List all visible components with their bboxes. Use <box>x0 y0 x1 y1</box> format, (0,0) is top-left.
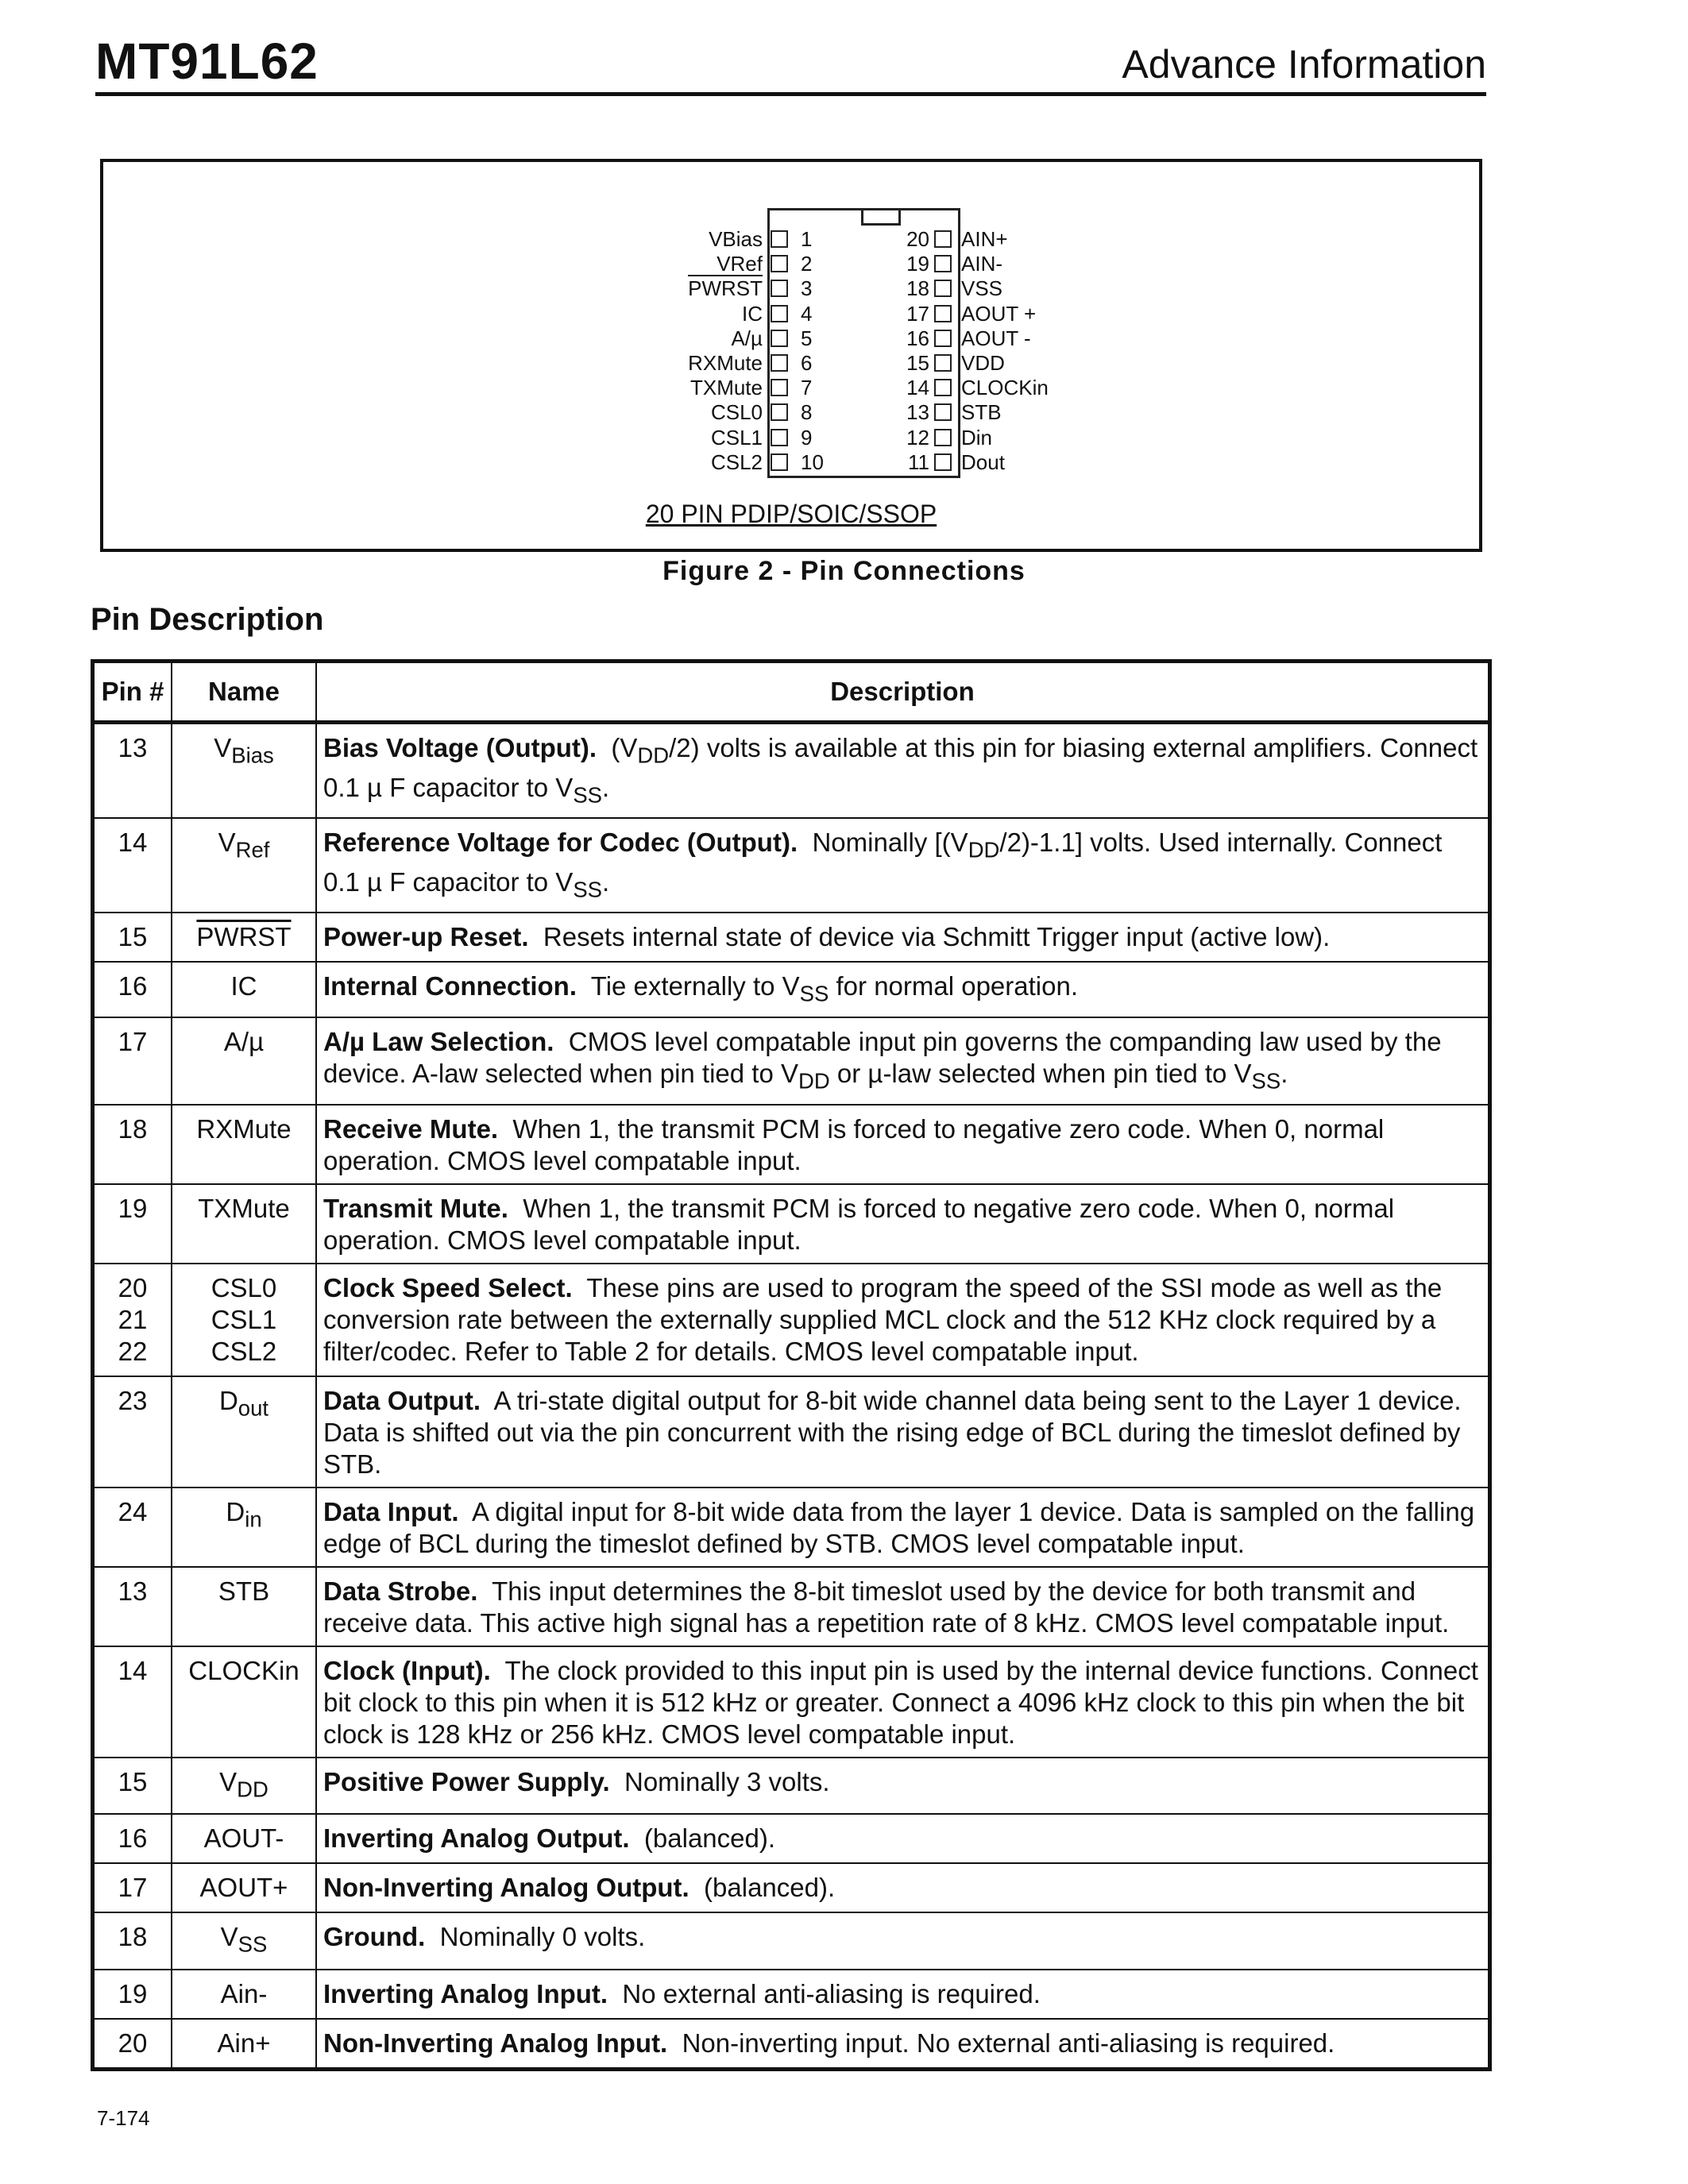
table-row <box>93 1017 1490 1105</box>
pin-description-cell <box>316 1814 1490 1863</box>
pin-name-label: AIN- <box>961 252 1002 276</box>
description-text: This input determines the 8-bit timeslot used by the device for both transmit and receive data. This active high signal has a repetition rate of 8 kHz. CMOS level compatable input. <box>323 1576 1450 1638</box>
right-pin-row <box>103 450 1215 474</box>
pin-number-label: 5 <box>801 326 813 350</box>
pin-number-cell: 20 21 22 <box>93 1264 172 1376</box>
pin-description-cell <box>316 2019 1490 2070</box>
table-row <box>93 1863 1490 1912</box>
document-title: MT91L62 <box>95 33 319 90</box>
description-title: Inverting Analog Output. <box>323 1823 630 1854</box>
pin-name-cell: AOUT+ <box>172 1863 316 1912</box>
table-row <box>93 723 1490 819</box>
table-header-row <box>93 662 1490 723</box>
description-title: Data Output. <box>323 1385 481 1415</box>
pin-name-cell: CSL0 CSL1 CSL2 <box>172 1264 316 1376</box>
pin-number-cell: 17 <box>93 1017 172 1105</box>
description-text: Non-inverting input. No external anti-aliasing is required. <box>667 2028 1335 2058</box>
pin-number-cell: 16 <box>93 1814 172 1863</box>
pin-number-label: 9 <box>801 425 813 450</box>
right-pin-row <box>103 400 1215 424</box>
pin-description-cell <box>316 1567 1490 1646</box>
pin-name-label: CLOCKin <box>961 376 1049 400</box>
column-header-description: Description <box>316 662 1490 723</box>
pin-name-label: PWRST <box>688 276 763 301</box>
pin-description-cell <box>316 1376 1490 1488</box>
pin-pad <box>934 354 952 372</box>
pin-number-cell: 15 <box>93 1758 172 1815</box>
pin-name-cell: $V_{SS}$ <box>172 1912 316 1970</box>
pin-number-label: 15 <box>906 351 929 375</box>
pin-number-label: 4 <box>801 301 813 326</box>
table-row <box>93 1105 1490 1184</box>
pin-number-cell: 19 <box>93 1184 172 1264</box>
pin-number-cell: 18 <box>93 1105 172 1184</box>
pin-number-label: 14 <box>906 376 929 400</box>
pin-name-label: VRef <box>717 252 763 276</box>
right-pin-row <box>103 302 1215 326</box>
table-row <box>93 1488 1490 1567</box>
table-row <box>93 913 1490 962</box>
right-pin-row <box>103 276 1215 300</box>
table-row <box>93 818 1490 913</box>
pin-name-label: AOUT + <box>961 301 1037 326</box>
pin-description-cell <box>316 1863 1490 1912</box>
pin-description-table <box>91 659 1492 2071</box>
pin-name-cell: $D_{in}$ <box>172 1488 316 1567</box>
pin-name-label: Dout <box>961 450 1005 474</box>
pin-name-cell: A/µ <box>172 1017 316 1105</box>
pin-number-label: 19 <box>906 252 929 276</box>
pin-number-label: 7 <box>801 376 813 400</box>
table-row <box>93 2019 1490 2070</box>
description-title: Internal Connection. <box>323 971 577 1001</box>
pin-pad <box>934 230 952 248</box>
pin-name-cell: Ain+ <box>172 2019 316 2070</box>
description-title: Non-Inverting Analog Input. <box>323 2028 668 2058</box>
table-row <box>93 1567 1490 1646</box>
pin-name-label: VSS <box>961 276 1003 301</box>
description-text: $(V_{DD}/2)$ volts is available at this pin for biasing external amplifiers. Connect 0.1 µ F capacitor to $V_{SS}$. <box>323 733 1478 808</box>
description-title: Non-Inverting Analog Output. <box>323 1873 689 1903</box>
description-text: These pins are used to program the speed of the SSI mode as well as the conversion rate between the externally supplied MCL clock and the 512 KHz clock required by a filter/codec. Refer to Table 2 for details. CMOS level compatable input. <box>323 1272 1443 1366</box>
pin-description-cell <box>316 962 1490 1017</box>
column-header-pin: Pin # <box>93 662 172 723</box>
pin-description-cell <box>316 818 1490 913</box>
description-title: Positive Power Supply. <box>323 1766 610 1796</box>
pin-number-label: 3 <box>801 276 813 301</box>
pin-name-label: VDD <box>961 351 1005 375</box>
description-text: Tie externally to $V_{SS}$ for normal operation. <box>577 971 1079 1006</box>
pin-pad <box>934 403 952 421</box>
pin-number-label: 17 <box>906 301 929 326</box>
description-text: When 1, the transmit PCM is forced to negative zero code. When 0, normal operation. CMOS level compatable input. <box>323 1113 1385 1175</box>
pin-number-cell: 13 <box>93 1567 172 1646</box>
pin-pad <box>934 330 952 347</box>
pin-pad <box>934 429 952 446</box>
pin-number-label: 11 <box>908 450 929 474</box>
pin-number-label: 1 <box>801 227 813 251</box>
pin-pad <box>934 305 952 322</box>
pin-name-cell: $V_{DD}$ <box>172 1758 316 1815</box>
pin-description-cell <box>316 1912 1490 1970</box>
pin-name-label: CSL2 <box>710 450 763 474</box>
description-title: Bias Voltage (Output). <box>323 733 597 762</box>
pin-name-cell: RXMute <box>172 1105 316 1184</box>
description-text: (balanced). <box>629 1823 776 1854</box>
description-title: Inverting Analog Input. <box>323 1978 608 2008</box>
pin-name-label: AOUT - <box>961 326 1031 350</box>
pin-number-cell: 15 <box>93 913 172 962</box>
pin-number-cell: 13 <box>93 723 172 819</box>
description-title: A/µ Law Selection. <box>323 1026 554 1056</box>
pin-pad <box>934 280 952 297</box>
pin-name-cell: PWRST <box>172 913 316 962</box>
pin-name-label: TXMute <box>689 376 763 400</box>
pin-connections-figure <box>100 159 1482 552</box>
description-text: A tri-state digital output for 8-bit wide channel data being sent to the Layer 1 device. Data is shifted out via the pin concurrent with the rising edge of BCL during the timeslot defined by STB. <box>323 1385 1462 1479</box>
pin-name-label: CSL1 <box>710 425 763 450</box>
pin-name-cell: CLOCKin <box>172 1646 316 1758</box>
right-pin-row <box>103 227 1215 251</box>
pin-number-label: 8 <box>801 400 813 425</box>
pin-name-label: RXMute <box>688 351 763 375</box>
description-title: Power-up Reset. <box>323 922 529 952</box>
description-text: CMOS level compatable input pin governs the companding law used by the device. A-law selected when pin tied to $V_{DD}$ or µ-law selected when pin tied to $V_{SS}$. <box>323 1026 1442 1094</box>
description-title: Clock (Input). <box>323 1655 491 1685</box>
figure-caption: Figure 2 - Pin Connections <box>662 556 1026 586</box>
right-pin-row <box>103 426 1215 450</box>
pin-name-label: VBias <box>709 227 763 251</box>
right-pin-row <box>103 252 1215 276</box>
pin-number-cell: 17 <box>93 1863 172 1912</box>
table-row <box>93 1376 1490 1488</box>
pin-description-cell <box>316 1970 1490 2019</box>
description-title: Reference Voltage for Codec (Output). <box>323 828 798 858</box>
description-text: No external anti-aliasing is required. <box>608 1978 1041 2008</box>
description-text: (balanced). <box>689 1873 836 1903</box>
table-row <box>93 1814 1490 1863</box>
pin-number-label: 16 <box>906 326 929 350</box>
right-pin-row <box>103 376 1215 399</box>
pin-name-label: A/µ <box>731 326 763 350</box>
pin-number-cell: 16 <box>93 962 172 1017</box>
pin-pad <box>934 255 952 272</box>
advance-information-label: Advance Information <box>1122 42 1486 87</box>
description-text: Nominally 3 volts. <box>609 1766 830 1796</box>
description-text: Nominally $[(V_{DD}/2)-1.1]$ volts. Used internally. Connect 0.1 µ F capacitor to $V_{SS}$. <box>323 828 1443 902</box>
pin-pad <box>934 453 952 471</box>
pin-name-label: STB <box>961 400 1002 425</box>
description-title: Data Input. <box>323 1496 459 1526</box>
table-row <box>93 1758 1490 1815</box>
column-header-name: Name <box>172 662 316 723</box>
pin-number-cell: 18 <box>93 1912 172 1970</box>
description-text: When 1, the transmit PCM is forced to negative zero code. When 0, normal operation. CMOS level compatable input. <box>323 1193 1395 1255</box>
pin-name-cell: $V_{Bias}$ <box>172 723 316 819</box>
pin-description-cell <box>316 1646 1490 1758</box>
pin-description-cell <box>316 1758 1490 1815</box>
pin-name-cell: $V_{Ref}$ <box>172 818 316 913</box>
pin-number-cell: 14 <box>93 1646 172 1758</box>
pin-number-cell: 19 <box>93 1970 172 2019</box>
pin-number-cell: 23 <box>93 1376 172 1488</box>
pin-name-label: CSL0 <box>710 400 763 425</box>
description-title: Clock Speed Select. <box>323 1272 573 1302</box>
pin-number-label: 6 <box>801 351 813 375</box>
pin-number-cell: 20 <box>93 2019 172 2070</box>
description-title: Transmit Mute. <box>323 1193 508 1223</box>
pin-number-label: 12 <box>906 425 929 450</box>
pin-number-label: 18 <box>906 276 929 301</box>
description-text: Resets internal state of device via Schmitt Trigger input (active low). <box>528 922 1331 952</box>
table-row <box>93 1646 1490 1758</box>
pin-name-cell: $D_{out}$ <box>172 1376 316 1488</box>
header-rule <box>95 92 1486 96</box>
pin-number-label: 20 <box>906 227 929 251</box>
pin-name-label: AIN+ <box>961 227 1008 251</box>
pin-name-cell: Ain- <box>172 1970 316 2019</box>
pin-pad <box>934 379 952 396</box>
pin-name-cell: STB <box>172 1567 316 1646</box>
pin-name-label: Din <box>961 425 993 450</box>
pin-description-cell <box>316 1184 1490 1264</box>
section-title: Pin Description <box>91 602 324 637</box>
page-number: 7-174 <box>97 2106 150 2130</box>
pin-name-cell: AOUT- <box>172 1814 316 1863</box>
pin-description-cell <box>316 1264 1490 1376</box>
description-text: A digital input for 8-bit wide data from the layer 1 device. Data is sampled on the falling edge of BCL during the timeslot defined by STB. CMOS level compatable input. <box>323 1496 1475 1558</box>
table-row <box>93 1184 1490 1264</box>
pin-name-label: IC <box>742 301 763 326</box>
table-row <box>93 962 1490 1017</box>
pin-number-cell: 14 <box>93 818 172 913</box>
description-text: Nominally 0 volts. <box>425 1922 646 1952</box>
pin-number-label: 2 <box>801 252 813 276</box>
table-row <box>93 1970 1490 2019</box>
description-title: Data Strobe. <box>323 1576 478 1606</box>
pin-number-label: 13 <box>906 400 929 425</box>
description-title: Receive Mute. <box>323 1113 499 1144</box>
pin-description-cell <box>316 1488 1490 1567</box>
pin-number-cell: 24 <box>93 1488 172 1567</box>
package-label: 20 PIN PDIP/SOIC/SSOP <box>645 500 937 528</box>
pin-description-cell <box>316 723 1490 819</box>
pin-description-cell <box>316 1017 1490 1105</box>
pin-name-cell: TXMute <box>172 1184 316 1264</box>
right-pin-row <box>103 326 1215 350</box>
pin-description-cell <box>316 1105 1490 1184</box>
package-notch <box>861 208 901 226</box>
right-pin-row <box>103 351 1215 375</box>
pin-description-cell <box>316 913 1490 962</box>
pin-number-label: 10 <box>801 450 824 474</box>
table-row <box>93 1912 1490 1970</box>
pin-name-cell: IC <box>172 962 316 1017</box>
description-text: The clock provided to this input pin is used by the internal device functions. Connect bit clock to this pin when it is 512 kHz or greater. Connect a 4096 kHz clock to this pin when the bit clock is 128 kHz or 256 kHz. CMOS level compatable input. <box>323 1655 1478 1749</box>
description-title: Ground. <box>323 1922 426 1952</box>
table-row <box>93 1264 1490 1376</box>
